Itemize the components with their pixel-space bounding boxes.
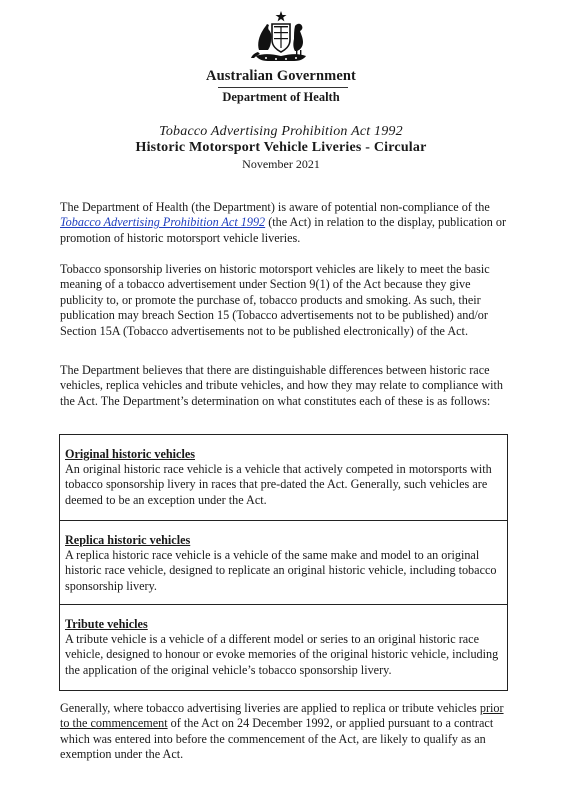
- exemption-text-end: of the Act on 24 December 1992, or applied pursuant to a contract which was entered into before the commencement of the Act, are likely to qualify as an exemption under the Act.: [60, 716, 494, 762]
- government-name: Australian Government: [206, 68, 356, 84]
- act-link[interactable]: Tobacco Advertising Prohibition Act 1992: [60, 215, 266, 230]
- sponsorship-paragraph: Tobacco sponsorship liveries on historic motorsport vehicles are likely to meet the basic meaning of a tobacco advertisement under Section 9(1) of the Act because they give publicity to, or promote the purchase of, tobacco products and smoking. As such, their publication may breach Section 15 (Tobacco advertisements not to be published) and/or Section 15A (Tobacco advertisements not to be published electronically) of the Act.: [60, 262, 490, 338]
- definitions-table: [59, 434, 508, 691]
- differences-paragraph: The Department believes that there are distinguishable differences between historic race vehicles, replica vehicles and tribute vehicles, and how they may relate to compliance with the Act. The Department’s determination on what constitutes each of these is as follows:: [60, 363, 503, 408]
- department-name: Department of Health: [222, 90, 340, 104]
- intro-paragraph: [60, 200, 510, 246]
- definition-text: A tribute vehicle is a vehicle of a different model or series to an original historic race vehicle, designed to honour or evoke memories of the original historic vehicle, including the application of the original vehicle’s tobacco sponsorship livery.: [65, 632, 499, 677]
- definition-original: [60, 435, 507, 520]
- definition-replica: [60, 520, 507, 605]
- act-title: Tobacco Advertising Prohibition Act 1992: [159, 124, 403, 139]
- header-divider: [218, 87, 348, 88]
- definition-heading: Tribute vehicles: [65, 617, 148, 631]
- coat-of-arms-icon: [250, 10, 312, 64]
- definition-tribute: [60, 604, 507, 691]
- intro-text-start: The Department of Health (the Department) is aware of potential non-compliance of the: [60, 200, 490, 214]
- definition-heading: Original historic vehicles: [65, 447, 195, 461]
- exemption-underlined: prior to the commencement: [60, 701, 504, 731]
- definition-text: An original historic race vehicle is a vehicle that actively competed in motorsports with tobacco sponsorship livery in races that pre-dated the Act. Generally, such vehicles are deemed to be an exception under the Act.: [65, 462, 492, 507]
- exemption-text-start: Generally, where tobacco advertising liveries are applied to replica or tribute vehicles: [60, 701, 480, 715]
- intro-text-end: (the Act) in relation to the display, publication or promotion of historic motorsport vehicle liveries.: [60, 215, 507, 245]
- circular-date: November 2021: [242, 157, 320, 171]
- definition-heading: Replica historic vehicles: [65, 533, 191, 547]
- definition-text: A replica historic race vehicle is a vehicle of the same make and model to an original historic race vehicle, designed to replicate an original historic vehicle, including tobacco sponsorship livery.: [65, 548, 497, 593]
- exemption-paragraph: [60, 701, 510, 763]
- circular-title: Historic Motorsport Vehicle Liveries - Circular: [135, 140, 427, 155]
